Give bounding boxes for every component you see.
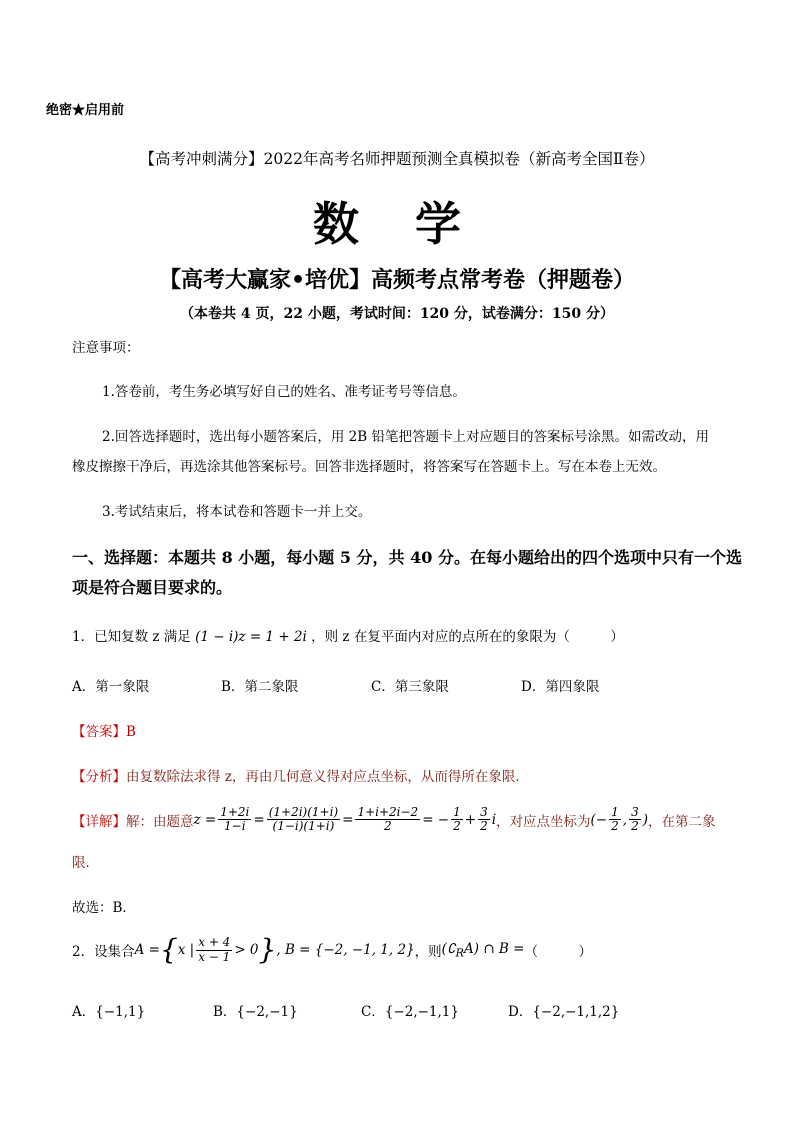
detail-intro: 解：由题意 xyxy=(126,813,194,830)
note-3: 3.考试结束后，将本试卷和答题卡一并上交。 xyxy=(102,504,372,520)
exam-info: （本卷共 4 页，22 小题，考试时间：120 分，试卷满分：150 分） xyxy=(179,306,615,322)
q1-choice: 故选：B． xyxy=(72,900,136,916)
q1-equation: (1 − i)z = 1 + 2i xyxy=(195,629,307,645)
detail-label: 【详解】 xyxy=(72,813,126,830)
q1-option-b: B．第二象限 xyxy=(221,679,299,695)
answer-label: 【答案】 xyxy=(72,724,126,740)
detail-formula: z = $\frac{1+2i}{1-i}$ = $\frac{(1+2i)(1+i)}{(1-i)(1+i)}$ = $\frac{1+i+2i-2}{2}$ = − $\frac{1}{2}$ + $\frac{3}{2}$ i xyxy=(193,805,497,834)
analysis-label: 【分析】 xyxy=(72,769,126,785)
note-1: 1.答卷前，考生务必填写好自己的姓名、准考证考号等信息。 xyxy=(102,384,466,400)
q1-answer xyxy=(72,720,136,740)
answer-value: B xyxy=(126,724,136,740)
q1-detail xyxy=(72,806,715,833)
set-expression: $(∁_RA)$ ∩ B = xyxy=(441,940,525,960)
q1-option-c: C．第三象限 xyxy=(371,679,449,695)
q2-option-c: C．{−2,−1,1} xyxy=(361,1004,459,1020)
point-coordinates: (− $\frac{1}{2}$ , $\frac{3}{2}$ ) xyxy=(590,805,648,834)
q1-analysis xyxy=(72,765,529,785)
exam-subtitle: 【高考大赢家•培优】高频考点常考卷（押题卷） xyxy=(158,268,636,293)
q1-stem-end: ，则 z 在复平面内对应的点所在的象限为（ ） xyxy=(311,629,624,645)
q2-option-b: B．{−2,−1} xyxy=(213,1004,298,1020)
set-A-definition: A = { x | $\frac{x + 4}{x - 1}$ > 0 } , B = {−2, −1, 1, 2} xyxy=(134,933,415,966)
q2-option-d: D．{−2,−1,1,2} xyxy=(508,1004,620,1020)
question-2-stem xyxy=(72,933,592,966)
section-heading-line-1: 一、选择题：本题共 8 小题，每小题 5 分，共 40 分。在每小题给出的四个选项中只有一个选 xyxy=(72,548,742,567)
question-1-stem xyxy=(72,625,624,645)
detail-end: ，在第二象 xyxy=(647,813,716,830)
q2-stem-start: 2．设集合 xyxy=(72,944,135,960)
q2-option-a: A．{−1,1} xyxy=(72,1004,146,1020)
subject-title: 数 学 xyxy=(312,197,481,251)
note-2-line-1: 2.回答选择题时，选出每小题答案后，用 2B 铅笔把答题卡上对应题目的答案标号涂黑。如需改动，用 xyxy=(102,429,709,445)
exam-series-title: 【高考冲刺满分】2022年高考名师押题预测全真模拟卷（新高考全国Ⅱ卷） xyxy=(139,150,655,168)
q2-stem-mid: ，则 xyxy=(414,944,442,960)
detail-middle: ，对应点坐标为 xyxy=(496,813,591,830)
detail-continuation: 限． xyxy=(72,855,99,871)
analysis-text: 由复数除法求得 z，再由几何意义得对应点坐标，从而得所在象限． xyxy=(126,769,529,785)
section-heading-line-2: 项是符合题目要求的。 xyxy=(72,578,233,597)
q1-option-d: D．第四象限 xyxy=(521,679,600,695)
confidential-mark: 绝密★启用前 xyxy=(46,103,125,118)
note-2-line-2: 橡皮擦擦干净后，再选涂其他答案标号。回答非选择题时，将答案写在答题卡上。写在本卷上无效。 xyxy=(72,459,666,475)
q1-stem-start: 1．已知复数 z 满足 xyxy=(72,629,191,645)
notes-title: 注意事项： xyxy=(72,340,140,356)
q2-stem-end: （ ） xyxy=(524,944,592,960)
q1-option-a: A．第一象限 xyxy=(72,679,150,695)
